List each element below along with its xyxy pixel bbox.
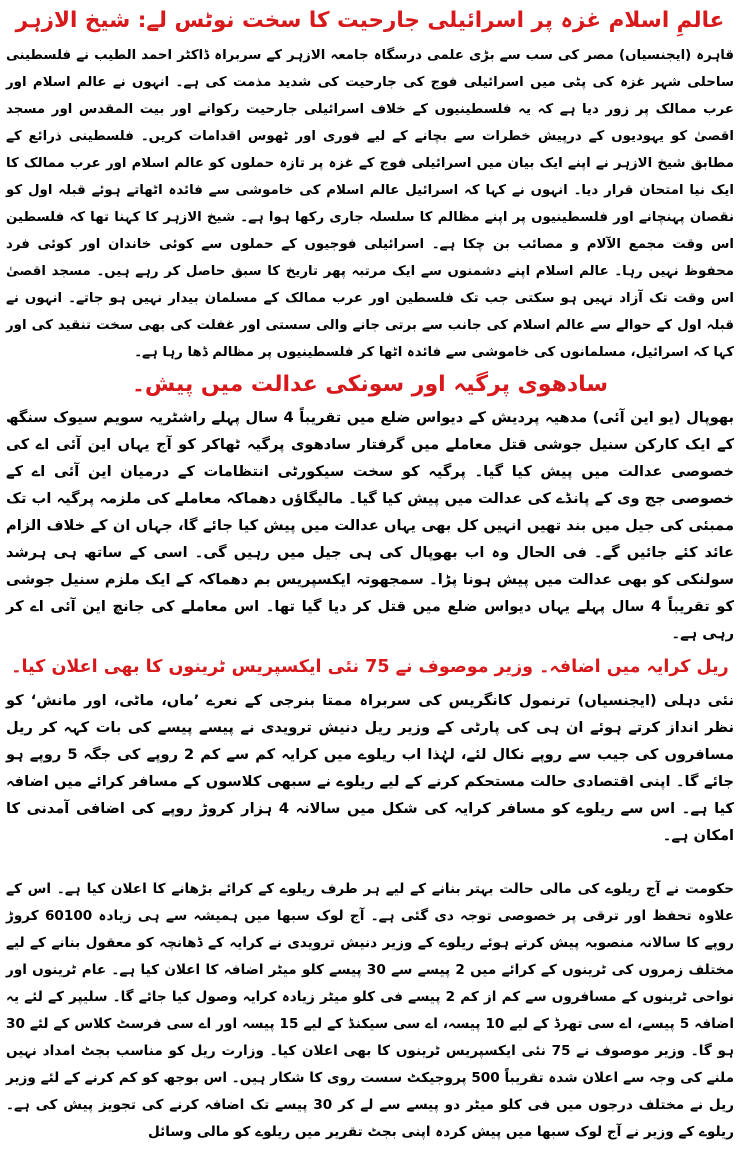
article-headline-pragya: سادھوی پرگیہ اور سونکی عدالت میں پیش۔ bbox=[131, 372, 609, 397]
article-body-rail-para2: حکومت نے آج ریلوے کی مالی حالت بہتر بنانے کے لیے ہر طرف ریلوے کے کرائے بڑھانے کا اعلان کیا ہے۔ اس کے علاوہ تحفظ اور ترقی پر خصوصی توجہ دی گئی ہے۔ آج لوک سبھا میں ہمیشہ سے ہی زیادہ 60100 کروڑ روپے کا سالانہ منصوبہ پیش کرتے ہوئے ریلوے کے وزیر دنیش ترویدی نے کرایہ کے ڈھانچہ کو معقول بنانے کے لیے مختلف زمروں کی ٹرینوں کے کرائے میں 2 پیسے سے 30 پیسے کلو میٹر اضافہ کا اعلان کیا ہے۔ عام ٹرینوں اور نواحی ٹرینوں کے مسافروں سے کم از کم 2 پیسے فی کلو میٹر زیادہ کرایہ وصول کیا جائے گا۔ سلیپر کے لئے یہ اضافہ 5 پیسے، اے سی تھرڈ کے لیے 10 پیسہ، اے سی سیکنڈ کے لیے 15 پیسہ اور اے سی فرسٹ کلاس کے لئے 30 ہو گا۔ وزیر موصوف نے 75 نئی ایکسپریس ٹرینوں کا بھی اعلان کیا۔ وزارت ریل کو مناسب بجٹ امداد نہیں ملنے کی وجہ سے اعلان شدہ تقریباً 500 پروجیکٹ سست روی کا شکار ہیں۔ اس بوجھ کو کم کرنے کے لئے وزیر ریل نے مختلف درجوں میں فی کلو میٹر دو پیسے سے لے کر 30 پیسے تک اضافہ کرنے کی تجویز پیش کی ہے۔ ریلوے کے وزیر نے آج لوک سبھا میں پیش کردہ اپنی بجٹ تقریر میں ریلوے کو مالی وسائل bbox=[6, 881, 735, 1140]
article-headline-azhar: عالمِ اسلام غزہ پر اسرائیلی جارحیت کا سخت نوٹس لے: شیخ الازہر bbox=[15, 8, 725, 33]
article-body-rail-para1: نئی دہلی (ایجنسیاں) ترنمول کانگریس کی سربراہ ممتا بنرجی کے نعرے ’ماں، ماٹی، اور مانش‘ کو نظر انداز کرتے ہوئے ان ہی کی پارٹی کے وزیر ریل دنیش ترویدی نے پیسے پیسے کی بات کہہ کر ریل مسافروں کی جیب سے روپے نکال لئے، لہٰذا اب ریلوے میں کرایہ کم سے کم 2 روپے کی جگہ 5 روپے ہو جائے گا۔ اپنی اقتصادی حالت مستحکم کرنے کے لیے ریلوے نے سبھی کلاسوں کے مسافر کرائے میں اضافہ کیا ہے۔ اس سے ریلوے کو مسافر کرایہ کی شکل میں سالانہ 4 ہزار کروڑ روپے کی اضافی آمدنی کا امکان ہے۔ bbox=[6, 692, 734, 844]
article-headline-rail-fare: ریل کرایہ میں اضافہ۔ وزیر موصوف نے 75 نئی ایکسپریس ٹرینوں کا بھی اعلان کیا۔ bbox=[11, 657, 729, 677]
article-body-azhar: قاہرہ (ایجنسیاں) مصر کی سب سے بڑی علمی درسگاہ جامعہ الازہر کے سربراہ ڈاکٹر احمد الطیب نے فلسطینی ساحلی شہر غزہ کی پٹی میں اسرائیلی فوج کی جارحیت کی شدید مذمت کی ہے۔ انہوں نے عالم اسلام اور عرب ممالک پر زور دیا ہے کہ یہ فلسطینیوں کے خلاف اسرائیلی جارحیت رکوانے اور بیت المقدس اور مسجد اقصیٰ کو یہودیوں کے درپیش خطرات سے بچانے کے لیے فوری اور ٹھوس اقدامات کریں۔ فلسطینی ذرائع کے مطابق شیخ الازہر نے اپنے ایک بیان میں اسرائیلی فوج کے غزہ پر تازہ حملوں کو عالم اسلام اور عرب ممالک کا ایک نیا امتحان قرار دیا۔ انہوں نے کہا کہ اسرائیل عالم اسلام کی خاموشی سے فائدہ اٹھاتے ہوئے قبلہ اول کو نقصان پہنچانے اور فلسطینیوں پر اپنے مظالم کا سلسلہ جاری رکھا ہوا ہے۔ شیخ الازہر کا کہنا تھا کہ فلسطین اس وقت مجمع الآلام و مصائب بن چکا ہے۔ اسرائیلی فوجیوں کے حملوں سے کوئی خاندان اور کوئی فرد محفوظ نہیں رہا۔ عالم اسلام اپنے دشمنوں سے ایک مرتبہ پھر تاریخ کا سبق حاصل کر رہے ہیں۔ مسجد اقصیٰ اس وقت تک آزاد نہیں ہو سکتی جب تک فلسطین اور عرب ممالک کے مسلمان بیدار نہیں ہو جاتے۔ انہوں نے قبلہ اول کے حوالے سے عالم اسلام کی جانب سے برتی جانے والی سستی اور غفلت کی بھی سخت تنقید کی اور کہا کہ اسرائیل، مسلمانوں کی خاموشی سے فائدہ اٹھا کر فلسطینیوں پر مظالم ڈھا رہا ہے۔ bbox=[6, 48, 734, 360]
article-body-pragya: بھوپال (یو این آئی) مدھیہ پردیش کے دیواس ضلع میں تقریباً 4 سال پہلے راشٹریہ سویم سیوک سنگھ کے ایک کارکن سنیل جوشی قتل معاملے میں گرفتار سادھوی پرگیہ ٹھاکر کو آج یہاں این آئی اے کی خصوصی عدالت میں پیش کیا گیا۔ پرگیہ کو سخت سیکورٹی انتظامات کے درمیان این آئی اے کے خصوصی جج وی کے پانڈے کی عدالت میں پیش کیا گیا۔ مالیگاؤں دھماکہ معاملے کی ملزمہ پرگیہ اب تک ممبئی کی جیل میں بند تھیں انہیں کل بھی یہاں عدالت میں پیش کیا جائے گا، جہاں ان کے خلاف الزام عائد کئے جائیں گے۔ فی الحال وہ اب بھوپال کی ہی جیل میں رہیں گی۔ اسی کے ساتھ ہی ہرشد سولنکی کو بھی عدالت میں پیش ہونا پڑا۔ سمجھوتہ ایکسپریس بم دھماکہ کے ایک ملزم سنیل جوشی کو تقریباً 4 سال پہلے یہاں دیواس ضلع میں قتل کر دیا گیا تھا۔ اس معاملے کی جانچ این آئی اے کر رہی ہے۔ bbox=[6, 409, 734, 642]
